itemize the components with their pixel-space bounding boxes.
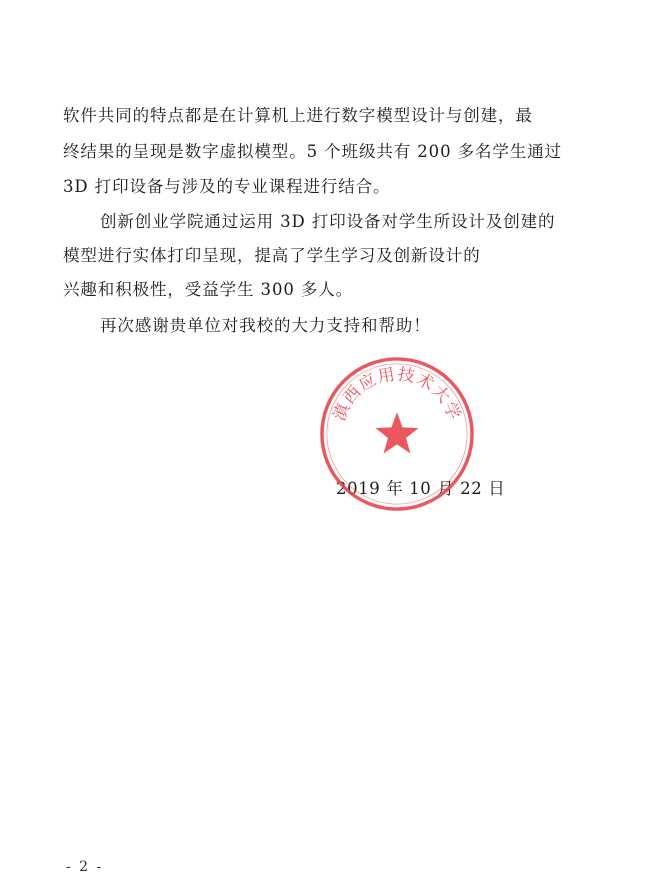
body-text-line: 3D 打印设备与涉及的专业课程进行结合。	[63, 177, 391, 196]
page-number: - 2 -	[66, 859, 104, 875]
signature-date: 2019 年 10 月 22 日	[336, 479, 506, 498]
star-icon	[375, 412, 418, 453]
body-text-line: 模型进行实体打印呈现，提高了学生学习及创新设计的	[63, 246, 481, 265]
body-text-line: 兴趣和积极性，受益学生 300 多人。	[63, 280, 354, 299]
body-text-line: 终结果的呈现是数字虚拟模型。5 个班级共有 200 多名学生通过	[63, 142, 563, 161]
closing-thanks-line: 再次感谢贵单位对我校的大力支持和帮助！	[100, 316, 431, 335]
body-text-line: 软件共同的特点都是在计算机上进行数字模型设计与创建，最	[63, 106, 533, 125]
body-text-line: 创新创业学院通过运用 3D 打印设备对学生所设计及创建的	[100, 212, 556, 231]
official-seal	[318, 355, 476, 513]
svg-text:滇西应用技术大学: 滇西应用技术大学	[328, 363, 466, 424]
